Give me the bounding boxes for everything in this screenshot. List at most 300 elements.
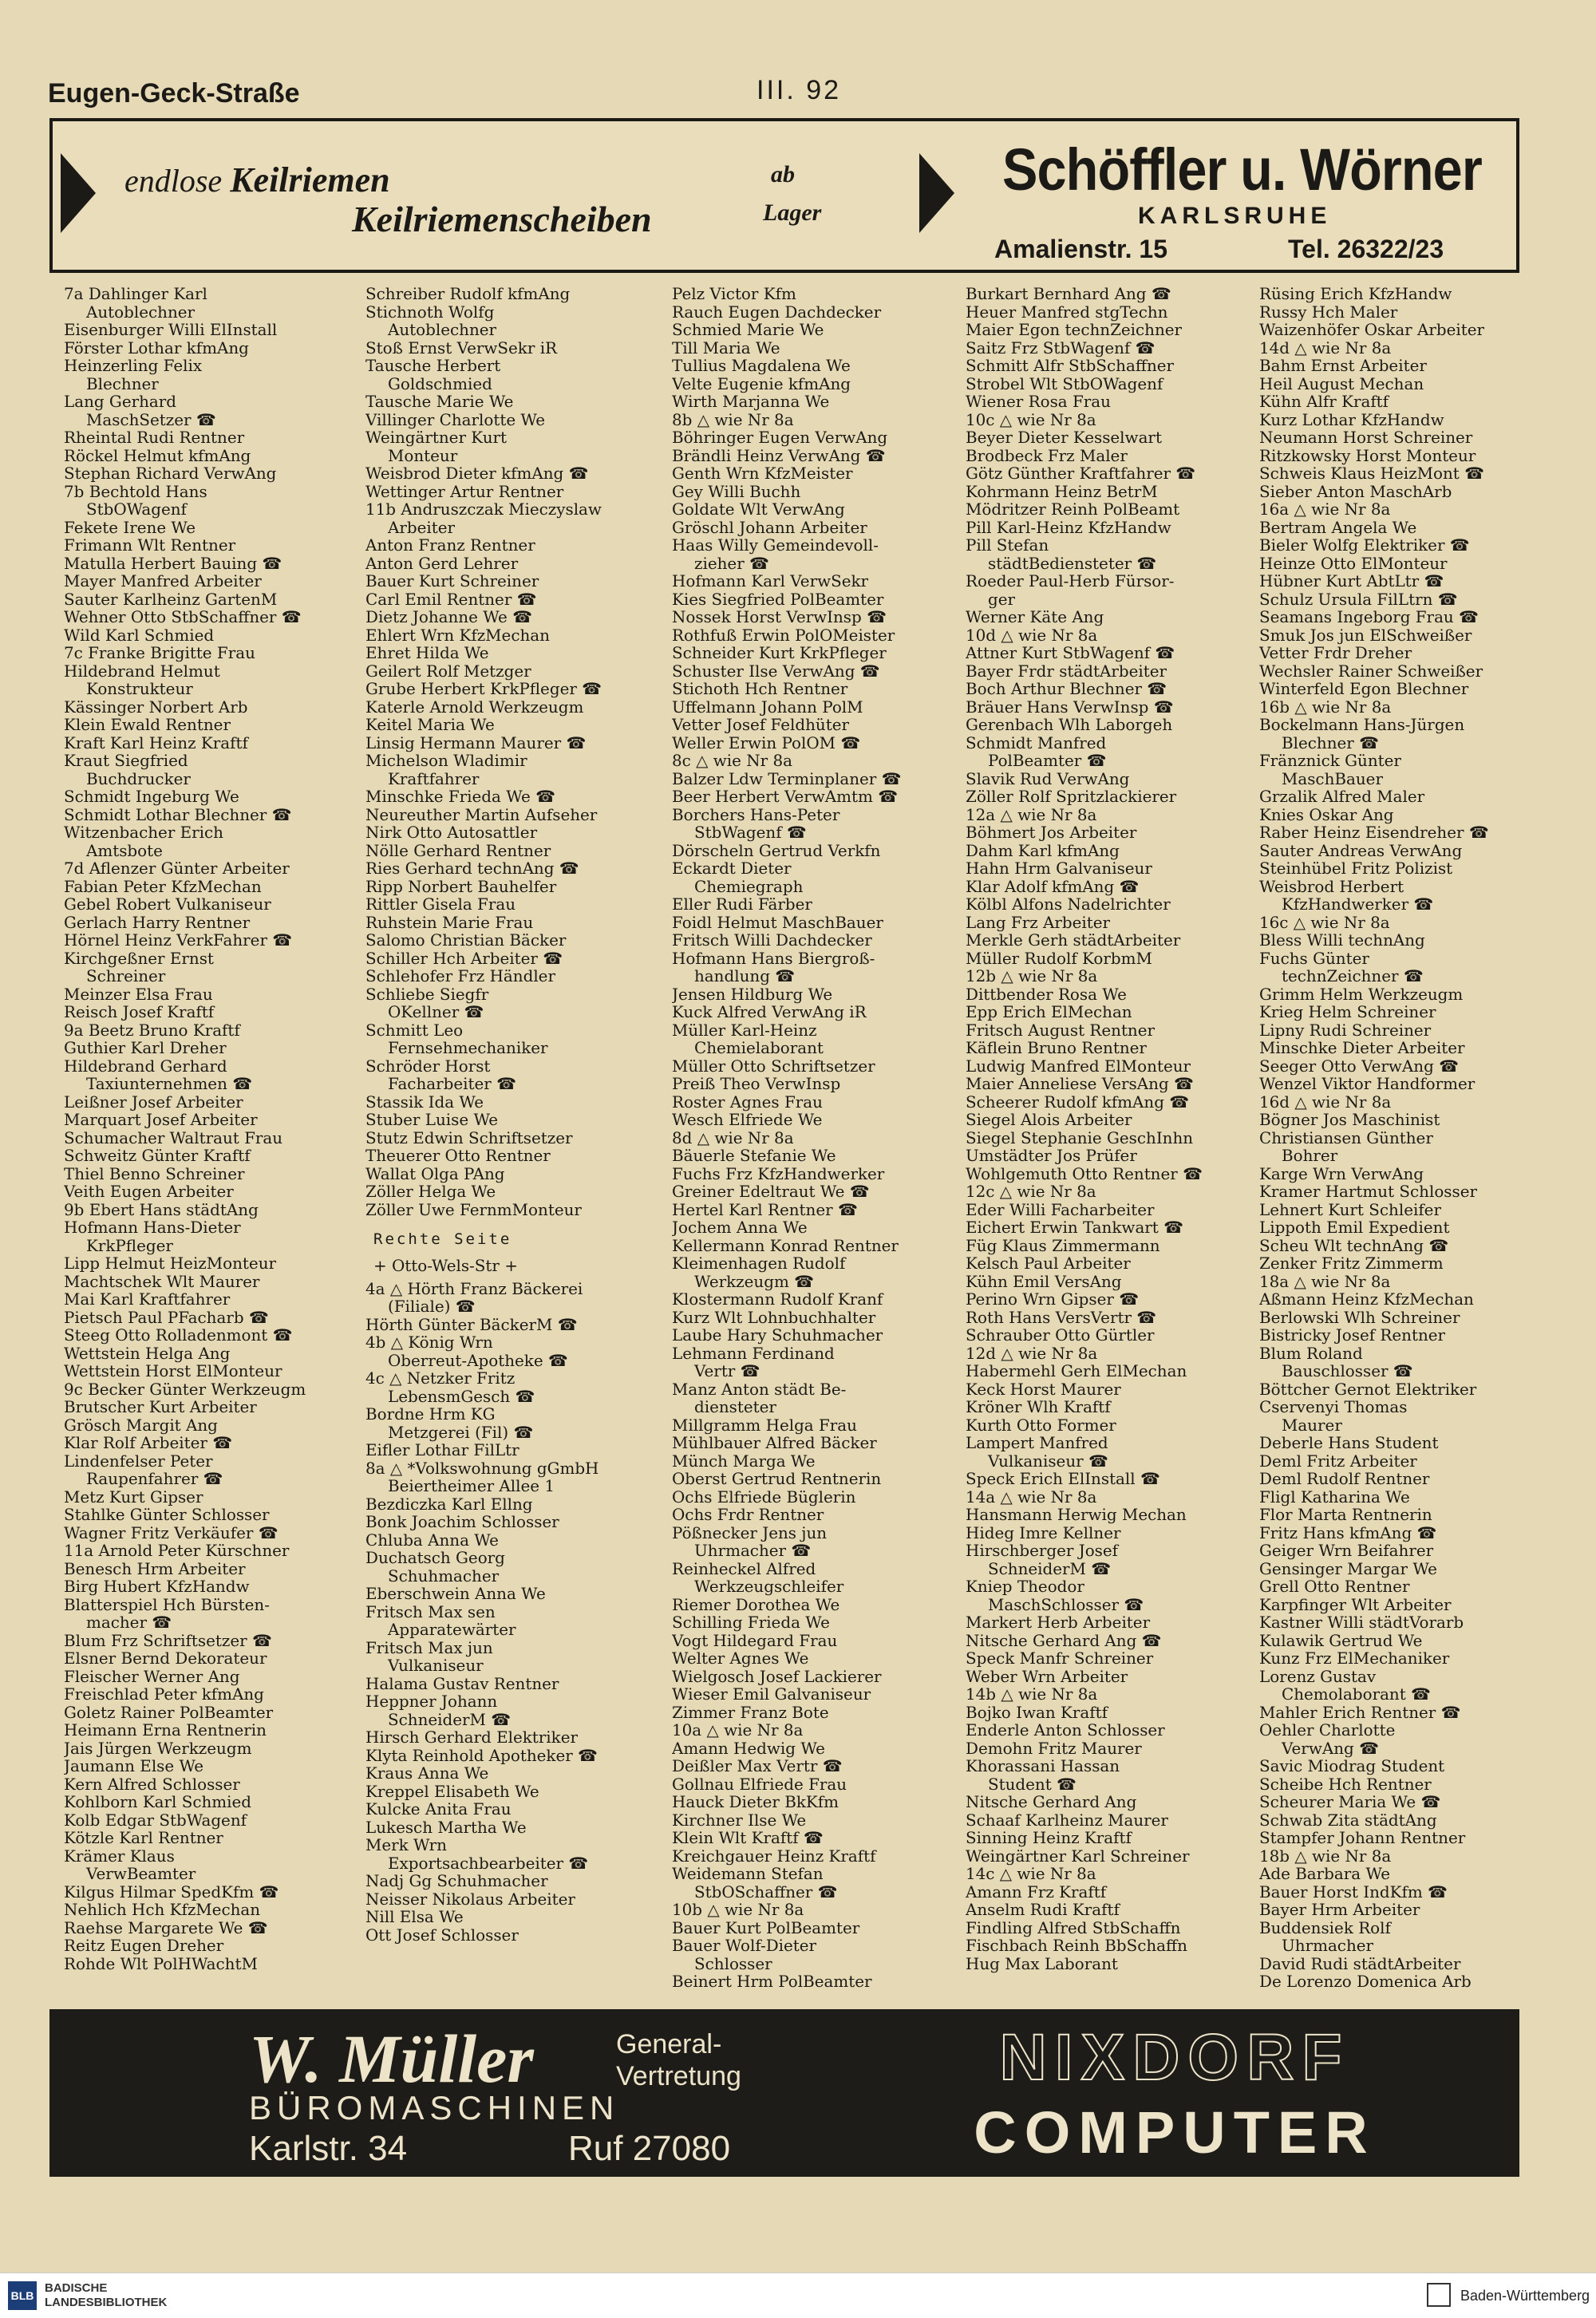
directory-entry: Cservenyi Thomas (1259, 1399, 1408, 1416)
directory-entry: Lampert Manfred (966, 1435, 1108, 1452)
directory-entry: Stoß Ernst VerwSekr iR (365, 339, 558, 357)
directory-entry: Kniep Theodor (966, 1578, 1084, 1596)
directory-entry: Metzgerei (Fil) ☎ (388, 1424, 534, 1442)
directory-entry: Vetter Frdr Dreher (1259, 645, 1412, 662)
directory-entry: Götz Günther Kraftfahrer ☎ (966, 465, 1196, 483)
directory-entry: Weller Erwin PolOM ☎ (672, 734, 861, 752)
directory-entry: Pill Karl-Heinz KfzHandw (966, 519, 1171, 537)
directory-entry: Bauschlosser ☎ (1282, 1363, 1413, 1380)
directory-entry: Fritsch Max sen (365, 1603, 496, 1621)
directory-entry: Goldate Wlt VerwAng (672, 501, 845, 519)
directory-entry: Vulkaniseur ☎ (988, 1452, 1108, 1471)
directory-entry: Müller Rudolf KorbmM (966, 950, 1152, 968)
directory-entry: Karpfinger Wlt Arbeiter (1259, 1596, 1452, 1614)
directory-entry: Roth Hans VersVertr ☎ (966, 1309, 1157, 1327)
directory-entry: Michelson Wladimir (365, 752, 527, 770)
directory-entry: Bäuerle Stefanie We (672, 1147, 836, 1165)
page-number: III. 92 (757, 75, 842, 105)
directory-entry: Hofmann Hans Biergroß- (672, 950, 875, 968)
directory-entry: Eckardt Dieter (672, 860, 792, 878)
directory-entry: Autoblechner (86, 303, 196, 322)
directory-entry: Welter Agnes We (672, 1650, 809, 1668)
directory-entry: Grzalik Alfred Maler (1259, 788, 1425, 806)
directory-entry: Fuchs Frz KfzHandwerker (672, 1165, 885, 1183)
directory-entry: ger (988, 590, 1016, 609)
section-heading: Rechte Seite (373, 1230, 512, 1248)
directory-entry: Knies Oskar Ang (1259, 806, 1394, 824)
directory-entry: Steinhübel Fritz Polizist (1259, 860, 1453, 878)
directory-entry: 12c △ wie Nr 8a (966, 1183, 1096, 1201)
directory-entry: Matulla Herbert Bauing ☎ (64, 555, 282, 573)
directory-entry: Hörth Günter BäckerM ☎ (365, 1316, 578, 1334)
directory-entry: KfzHandwerker ☎ (1282, 896, 1434, 914)
directory-entry: Eller Rudi Färber (672, 896, 812, 914)
directory-entry: diensteter (694, 1399, 776, 1416)
directory-entry: 10b △ wie Nr 8a (672, 1901, 804, 1919)
ad-schoeffler (49, 118, 1519, 273)
directory-entry: Scheibe Hch Rentner (1259, 1775, 1432, 1794)
directory-entry: Lippoth Emil Expedient (1259, 1219, 1450, 1237)
directory-entry: Schumacher Waltraut Frau (64, 1129, 283, 1147)
directory-entry: Geilert Rolf Metzger (365, 662, 531, 681)
directory-entry: Benesch Hrm Arbeiter (64, 1560, 246, 1578)
directory-entry: Münch Marga We (672, 1452, 816, 1471)
directory-entry: Rittler Gisela Frau (365, 896, 516, 914)
directory-entry: Bahm Ernst Arbeiter (1259, 357, 1427, 375)
directory-entry: Kölbl Alfons Nadelrichter (966, 896, 1171, 914)
directory-entry: Lehnert Kurt Schleifer (1259, 1201, 1441, 1219)
directory-entry: Roster Agnes Frau (672, 1093, 823, 1112)
directory-entry: OKellner ☎ (388, 1004, 484, 1021)
directory-entry: Schuster Ilse VerwAng ☎ (672, 662, 880, 681)
directory-entry: Villinger Charlotte We (365, 411, 546, 429)
directory-entry: KrkPfleger (86, 1237, 173, 1255)
directory-entry: Rauch Eugen Dachdecker (672, 303, 882, 322)
directory-entry: Millgramm Helga Frau (672, 1416, 857, 1435)
directory-entry: Bräuer Hans VerwInsp ☎ (966, 698, 1174, 717)
directory-entry: Vertr ☎ (694, 1363, 760, 1380)
directory-entry: Fränznick Günter (1259, 752, 1401, 770)
directory-entry: Savic Miodrag Student (1259, 1758, 1445, 1775)
directory-entry: 8a △ *Volkswohnung gGmbH (365, 1459, 599, 1478)
directory-entry: Schmidt Ingeburg We (64, 788, 239, 806)
directory-entry: Kies Siegfried PolBeamter (672, 590, 884, 609)
directory-entry: Fritsch August Rentner (966, 1021, 1156, 1040)
directory-entry: Reitz Eugen Dreher (64, 1937, 224, 1955)
directory-entry: 8c △ wie Nr 8a (672, 752, 792, 770)
directory-entry: Hirsch Gerhard Elektriker (365, 1729, 578, 1747)
directory-entry: Kohlborn Karl Schmied (64, 1794, 252, 1811)
directory-entry: Ritzkowsky Horst Monteur (1259, 447, 1476, 465)
directory-entry: Hübner Kurt AbtLtr ☎ (1259, 573, 1444, 590)
directory-entry: Fritsch Max jun (365, 1639, 493, 1657)
directory-entry: Scheu Wlt technAng ☎ (1259, 1237, 1449, 1255)
directory-entry: Schlosser (694, 1955, 772, 1973)
directory-entry: Haas Willy Gemeindevoll- (672, 537, 879, 555)
directory-entry: 9c Becker Günter Werkzeugm (64, 1380, 306, 1399)
directory-entry: Grimm Helm Werkzeugm (1259, 985, 1464, 1004)
directory-entry: Habermehl Gerh ElMechan (966, 1363, 1187, 1380)
directory-entry: Vogt Hildegard Frau (672, 1632, 838, 1650)
directory-entry: Weisbrod Herbert (1259, 878, 1404, 896)
directory-entry: Eichert Erwin Tankwart ☎ (966, 1219, 1183, 1237)
library-name-line-2: LANDESBIBLIOTHEK (45, 2296, 168, 2309)
directory-entry: Dietz Johanne We ☎ (365, 609, 532, 626)
directory-entry: Jaumann Else We (64, 1758, 204, 1775)
directory-entry: Reinheckel Alfred (672, 1560, 816, 1578)
directory-entry: Linsig Hermann Maurer ☎ (365, 734, 587, 752)
directory-entry: 8d △ wie Nr 8a (672, 1129, 794, 1147)
directory-entry: Facharbeiter ☎ (388, 1076, 516, 1093)
directory-entry: Bauer Wolf-Dieter (672, 1937, 817, 1955)
directory-entry: Röckel Helmut kfmAng (64, 447, 251, 465)
directory-entry: Machtschek Wlt Maurer (64, 1273, 260, 1291)
directory-entry: Vulkaniseur (388, 1657, 484, 1675)
directory-entry: Schuhmacher (388, 1567, 500, 1585)
ad-general-vertretung (616, 2028, 741, 2092)
directory-entry: Kötzle Karl Rentner (64, 1830, 223, 1847)
directory-entry: Sauter Karlheinz GartenM (64, 590, 278, 609)
directory-entry: Schweitz Günter Kraftf (64, 1147, 251, 1165)
footer-bar (0, 2273, 1596, 2318)
directory-entry: Oberst Gertrud Rentnerin (672, 1471, 882, 1488)
directory-entry: Buddensiek Rolf (1259, 1919, 1391, 1937)
directory-entry: Umstädter Jos Prüfer (966, 1147, 1137, 1165)
directory-entry: Zöller Rolf Spritzlackierer (966, 788, 1177, 806)
directory-entry: Neureuther Martin Aufseher (365, 806, 598, 824)
directory-entry: Seeger Otto VerwAng ☎ (1259, 1057, 1459, 1076)
directory-entry: Blum Roland (1259, 1345, 1363, 1363)
ad-bueromaschinen: BÜROMASCHINEN (249, 2089, 620, 2126)
directory-entry: Schmied Marie We (672, 322, 824, 339)
directory-entry: Kunz Frz ElMechaniker (1259, 1650, 1450, 1668)
directory-entry: Müller Karl-Heinz (672, 1021, 817, 1040)
directory-entry: Kolb Edgar StbWagenf (64, 1811, 247, 1830)
directory-entry: Böhmert Jos Arbeiter (966, 824, 1137, 842)
directory-entry: Bauer Horst IndKfm ☎ (1259, 1883, 1448, 1901)
directory-entry: Uhrmacher ☎ (694, 1542, 812, 1560)
directory-entry: MaschSchlosser ☎ (988, 1596, 1144, 1614)
directory-entry: Till Maria We (672, 339, 780, 357)
directory-entry: Fischbach Reinh BbSchaffn (966, 1937, 1187, 1955)
ad-general-line-2: Vertretung (616, 2061, 741, 2091)
directory-entry: Heil August Mechan (1259, 375, 1424, 393)
directory-entry: 7c Franke Brigitte Frau (64, 645, 255, 662)
directory-entry: Bonk Joachim Schlosser (365, 1514, 559, 1531)
directory-entry: Saitz Frz StbWagenf ☎ (966, 339, 1156, 357)
directory-entry: Eifler Lothar FilLtr (365, 1442, 519, 1459)
directory-entry: Blechner (86, 375, 159, 393)
directory-entry: Attner Kurt StbWagenf ☎ (966, 645, 1175, 662)
directory-entry: 4c △ Netzker Fritz (365, 1370, 516, 1388)
directory-entry: 16c △ wie Nr 8a (1259, 914, 1390, 932)
directory-entry: Sinning Heinz Kraftf (966, 1830, 1132, 1847)
directory-entry: Wenzel Viktor Handformer (1259, 1076, 1476, 1093)
directory-entry: Klostermann Rudolf Kranf (672, 1291, 883, 1309)
directory-entry: Greiner Edeltraut We ☎ (672, 1183, 870, 1201)
directory-entry: Dittbender Rosa We (966, 985, 1127, 1004)
directory-entry: Stahlke Günter Schlosser (64, 1507, 270, 1524)
directory-entry: Nölle Gerhard Rentner (365, 842, 551, 860)
directory-entry: 18a △ wie Nr 8a (1259, 1273, 1391, 1291)
directory-entry: Keck Horst Maurer (966, 1380, 1121, 1399)
directory-entry: Kühn Emil VersAng (966, 1273, 1122, 1291)
directory-entry: Wild Karl Schmied (64, 626, 215, 645)
directory-entry: Fekete Irene We (64, 519, 196, 537)
directory-entry: Nitsche Gerhard Ang ☎ (966, 1632, 1162, 1650)
directory-entry: Eberschwein Anna We (365, 1585, 546, 1603)
directory-entry: Blatterspiel Hch Bürsten- (64, 1596, 270, 1614)
directory-entry: Goletz Rainer PolBeamter (64, 1704, 274, 1722)
directory-entry: Gerenbach Wlh Laborgeh (966, 717, 1173, 734)
directory-entry: Khorassani Hassan (966, 1758, 1120, 1775)
directory-entry: Winterfeld Egon Blechner (1259, 681, 1469, 698)
directory-entry: Rheintal Rudi Rentner (64, 429, 245, 447)
directory-entry: Deberle Hans Student (1259, 1435, 1439, 1452)
directory-entry: Mühlbauer Alfred Bäcker (672, 1435, 877, 1452)
directory-entry: Klyta Reinhold Apotheker ☎ (365, 1747, 598, 1765)
directory-entry: Klar Rolf Arbeiter ☎ (64, 1435, 233, 1452)
directory-column-3 (672, 286, 951, 1992)
directory-entry: Kraft Karl Heinz Kraftf (64, 734, 248, 752)
directory-entry: Kirchgeßner Ernst (64, 950, 214, 968)
directory-entry: Kelsch Paul Arbeiter (966, 1255, 1131, 1273)
directory-entry: Blechner ☎ (1282, 734, 1379, 752)
directory-entry: Anton Gerd Lehrer (365, 555, 519, 573)
directory-entry: Reisch Josef Kraftf (64, 1004, 215, 1021)
directory-entry: Ott Josef Schlosser (365, 1926, 519, 1945)
directory-entry: Hörnel Heinz VerkFahrer ☎ (64, 932, 293, 950)
directory-entry: Lorenz Gustav (1259, 1668, 1377, 1686)
directory-entry: Jensen Hildburg We (672, 985, 833, 1004)
directory-entry: Boch Arthur Blechner ☎ (966, 681, 1167, 698)
directory-entry: Ruhstein Marie Frau (365, 914, 534, 932)
directory-entry: Raehse Margarete We ☎ (64, 1919, 268, 1937)
directory-entry: 14c △ wie Nr 8a (966, 1866, 1096, 1883)
directory-entry: Böhringer Eugen VerwAng (672, 429, 888, 447)
directory-entry: Beer Herbert VerwAmtm ☎ (672, 788, 898, 806)
directory-entry: Schweis Klaus HeizMont ☎ (1259, 465, 1484, 483)
directory-entry: Borchers Hans-Peter (672, 806, 840, 824)
directory-entry: 8b △ wie Nr 8a (672, 411, 794, 429)
directory-entry: 14d △ wie Nr 8a (1259, 339, 1392, 357)
directory-entry: Mahler Erich Rentner ☎ (1259, 1704, 1461, 1722)
directory-entry: De Lorenzo Domenica Arb (1259, 1973, 1472, 1991)
ad-nixdorf: NIXDORF (999, 2021, 1350, 2094)
directory-entry: Schliebe Siegfr (365, 985, 489, 1004)
directory-entry: Anselm Rudi Kraftf (966, 1901, 1120, 1919)
directory-entry: Fritsch Willi Dachdecker (672, 932, 872, 950)
directory-entry: Bockelmann Hans-Jürgen (1259, 717, 1465, 734)
directory-entry: Manz Anton städt Be- (672, 1380, 847, 1399)
directory-entry: Minschke Frieda We ☎ (365, 788, 555, 806)
directory-entry: Leißner Josef Arbeiter (64, 1093, 243, 1112)
directory-entry: Beiertheimer Allee 1 (388, 1478, 555, 1495)
directory-entry: Kastner Willi städtVorarb (1259, 1614, 1464, 1632)
directory-entry: Uffelmann Johann PolM (672, 698, 863, 717)
directory-entry: Brutscher Kurt Arbeiter (64, 1399, 257, 1416)
ad-lager: Lager (763, 199, 822, 226)
directory-entry: Strobel Wlt StbOWagenf (966, 375, 1163, 393)
directory-entry: Dahm Karl kfmAng (966, 842, 1120, 860)
directory-entry: Slavik Rud VerwAng (966, 770, 1130, 788)
directory-entry: Exportsachbearbeiter ☎ (388, 1854, 589, 1873)
directory-entry: StbWagenf ☎ (694, 824, 807, 842)
directory-entry: Grell Otto Rentner (1259, 1578, 1410, 1596)
directory-entry: macher ☎ (86, 1614, 172, 1632)
directory-entry: Nehlich Hch KfzMechan (64, 1901, 261, 1919)
directory-entry: Minschke Dieter Arbeiter (1259, 1040, 1465, 1057)
directory-entry: Mai Karl Kraftfahrer (64, 1291, 231, 1309)
ad-phone: Ruf 27080 (568, 2129, 731, 2168)
directory-entry: Uhrmacher (1282, 1937, 1374, 1955)
directory-entry: Salomo Christian Bäcker (365, 932, 567, 950)
directory-entry: Maier Anneliese VersAng ☎ (966, 1076, 1194, 1093)
ad-ab: ab (771, 161, 795, 188)
directory-entry: Epp Erich ElMechan (966, 1004, 1132, 1021)
directory-entry: Schmitt Leo (365, 1021, 464, 1040)
directory-entry: Pietsch Paul PFacharb ☎ (64, 1309, 269, 1327)
directory-entry: Chemiegraph (694, 878, 804, 896)
directory-entry: Elsner Bernd Dekorateur (64, 1650, 267, 1668)
directory-entry: Taxiunternehmen ☎ (86, 1076, 252, 1093)
directory-entry: Wechsler Rainer Schweißer (1259, 662, 1483, 681)
directory-entry: Zenker Fritz Zimmerm (1259, 1255, 1444, 1273)
directory-entry: Eisenburger Willi ElInstall (64, 322, 278, 339)
directory-entry: Anton Franz Rentner (365, 537, 535, 555)
directory-entry: Preiß Theo VerwInsp (672, 1076, 841, 1093)
directory-entry: Balzer Ldw Terminplaner ☎ (672, 770, 902, 788)
directory-entry: Hirschberger Josef (966, 1542, 1119, 1560)
ad-line-1: endlose Keilriemen (124, 160, 390, 199)
directory-entry: 16d △ wie Nr 8a (1259, 1093, 1392, 1112)
directory-entry: VerwBeamter (86, 1866, 196, 1883)
directory-entry: Riemer Dorothea We (672, 1596, 840, 1614)
directory-entry: Bieler Wolfg Elektriker ☎ (1259, 537, 1470, 555)
directory-entry: Hildebrand Gerhard (64, 1057, 227, 1076)
directory-entry: Gerlach Harry Rentner (64, 914, 251, 932)
directory-entry: Wettstein Helga Ang (64, 1345, 231, 1363)
directory-entry: Roeder Paul-Herb Fürsor- (966, 573, 1175, 590)
directory-entry: 11b Andruszczak Mieczyslaw (365, 501, 602, 519)
directory-entry: Kohrmann Heinz BetrM (966, 483, 1158, 501)
arrow-icon (61, 153, 96, 233)
directory-entry: Wielgosch Josef Lackierer (672, 1668, 882, 1686)
directory-entry: Schrauber Otto Gürtler (966, 1327, 1155, 1345)
directory-entry: Gröschl Johann Arbeiter (672, 519, 867, 537)
directory-entry: Findling Alfred StbSchaffn (966, 1919, 1181, 1937)
directory-entry: StbOWagenf (86, 501, 187, 519)
directory-entry: Freischlad Peter kfmAng (64, 1686, 264, 1704)
ad-line-2: Keilriemenscheiben (352, 199, 652, 239)
directory-entry: Schmitt Alfr StbSchaffner (966, 357, 1175, 375)
directory-entry: Wallat Olga PAng (365, 1165, 505, 1183)
directory-entry: Kurth Otto Former (966, 1416, 1116, 1435)
directory-entry: Bojko Iwan Kraftf (966, 1704, 1108, 1722)
directory-entry: Weisbrod Dieter kfmAng ☎ (365, 465, 589, 483)
ad-firm-name: Schöffler u. Wörner (1002, 136, 1482, 203)
directory-entry: StbOSchaffner ☎ (694, 1883, 838, 1901)
directory-entry: 16a △ wie Nr 8a (1259, 501, 1391, 519)
directory-entry: Weingärtner Karl Schreiner (966, 1847, 1190, 1866)
directory-entry: Perino Wrn Gipser ☎ (966, 1291, 1139, 1309)
directory-entry: Stutz Edwin Schriftsetzer (365, 1129, 573, 1147)
directory-entry: Marquart Josef Arbeiter (64, 1112, 258, 1129)
directory-entry: Hansmann Herwig Mechan (966, 1507, 1187, 1524)
directory-entry: Kurz Lothar KfzHandw (1259, 411, 1444, 429)
directory-entry: Pößnecker Jens jun (672, 1524, 828, 1542)
ad-general-line-1: General- (616, 2029, 722, 2059)
directory-entry: Siegel Alois Arbeiter (966, 1112, 1132, 1129)
directory-entry: Lindenfelser Peter (64, 1452, 213, 1471)
directory-entry: Kilgus Hilmar SpedKfm ☎ (64, 1883, 279, 1901)
directory-entry: 10a △ wie Nr 8a (672, 1722, 804, 1739)
directory-entry: Lipp Helmut HeizMonteur (64, 1255, 277, 1273)
directory-entry: Guthier Karl Dreher (64, 1040, 227, 1057)
directory-entry: Kühn Alfr Kraftf (1259, 393, 1389, 411)
directory-entry: 10c △ wie Nr 8a (966, 411, 1096, 429)
directory-entry: 7b Bechtold Hans (64, 483, 207, 501)
directory-entry: Stuber Luise We (365, 1112, 499, 1129)
directory-entry: Ochs Frdr Rentner (672, 1507, 824, 1524)
directory-entry: Katerle Arnold Werkzeugm (365, 698, 584, 717)
directory-column-1 (64, 286, 343, 1973)
directory-entry: Wirth Marjanna We (672, 393, 830, 411)
directory-entry: Kleimenhagen Rudolf (672, 1255, 846, 1273)
directory-entry: 9b Ebert Hans städtAng (64, 1201, 259, 1219)
directory-entry: 9a Beetz Bruno Kraftf (64, 1021, 240, 1040)
directory-entry: Hofmann Karl VerwSekr (672, 573, 869, 590)
directory-entry: Foidl Helmut MaschBauer (672, 914, 883, 932)
directory-entry: 12b △ wie Nr 8a (966, 968, 1098, 985)
directory-entry: LebensmGesch ☎ (388, 1388, 535, 1406)
directory-column-2 (365, 286, 645, 1945)
directory-entry: Burkart Bernhard Ang ☎ (966, 286, 1171, 303)
directory-entry: Duchatsch Georg (365, 1550, 505, 1567)
directory-entry: MaschBauer (1282, 770, 1383, 788)
directory-entry: 4a △ Hörth Franz Bäckerei (365, 1280, 583, 1298)
blb-logo: BLB (8, 2281, 37, 2310)
directory-entry: Beinert Hrm PolBeamter (672, 1973, 872, 1991)
directory-entry: Stassik Ida We (365, 1093, 484, 1112)
directory-entry: Fuchs Günter (1259, 950, 1369, 968)
directory-entry: handlung ☎ (694, 968, 796, 985)
directory-entry: Ripp Norbert Bauhelfer (365, 878, 557, 896)
directory-entry: Wiener Rosa Frau (966, 393, 1111, 411)
directory-entry: Heimann Erna Rentnerin (64, 1722, 267, 1739)
library-name-line-1: BADISCHE (45, 2281, 108, 2295)
directory-entry: Kulcke Anita Frau (365, 1801, 512, 1818)
directory-entry: Bayer Frdr städtArbeiter (966, 662, 1167, 681)
directory-entry: Nitsche Gerhard Ang (966, 1794, 1137, 1811)
directory-entry: Fleischer Werner Ang (64, 1668, 240, 1686)
directory-entry: Böttcher Gernot Elektriker (1259, 1380, 1477, 1399)
directory-entry: Theuerer Otto Rentner (365, 1147, 551, 1165)
directory-entry: Lang Frz Arbeiter (966, 914, 1111, 932)
state-name: Baden-Württemberg (1460, 2288, 1590, 2304)
street-heading: Eugen-Geck-Straße (48, 78, 300, 109)
directory-entry: Kreppel Elisabeth We (365, 1783, 539, 1801)
directory-entry: Birg Hubert KfzHandw (64, 1578, 250, 1596)
directory-entry: Brodbeck Frz Maler (966, 447, 1128, 465)
directory-entry: Laube Hary Schuhmacher (672, 1327, 883, 1345)
directory-entry: Christiansen Günther (1259, 1129, 1433, 1147)
directory-entry: Bayer Hrm Arbeiter (1259, 1901, 1420, 1919)
ad-computer: COMPUTER (974, 2099, 1376, 2166)
directory-entry: Werkzeugm ☎ (694, 1273, 814, 1291)
directory-entry: Schwab Zita städtAng (1259, 1811, 1437, 1830)
directory-entry: Tullius Magdalena We (672, 357, 851, 375)
